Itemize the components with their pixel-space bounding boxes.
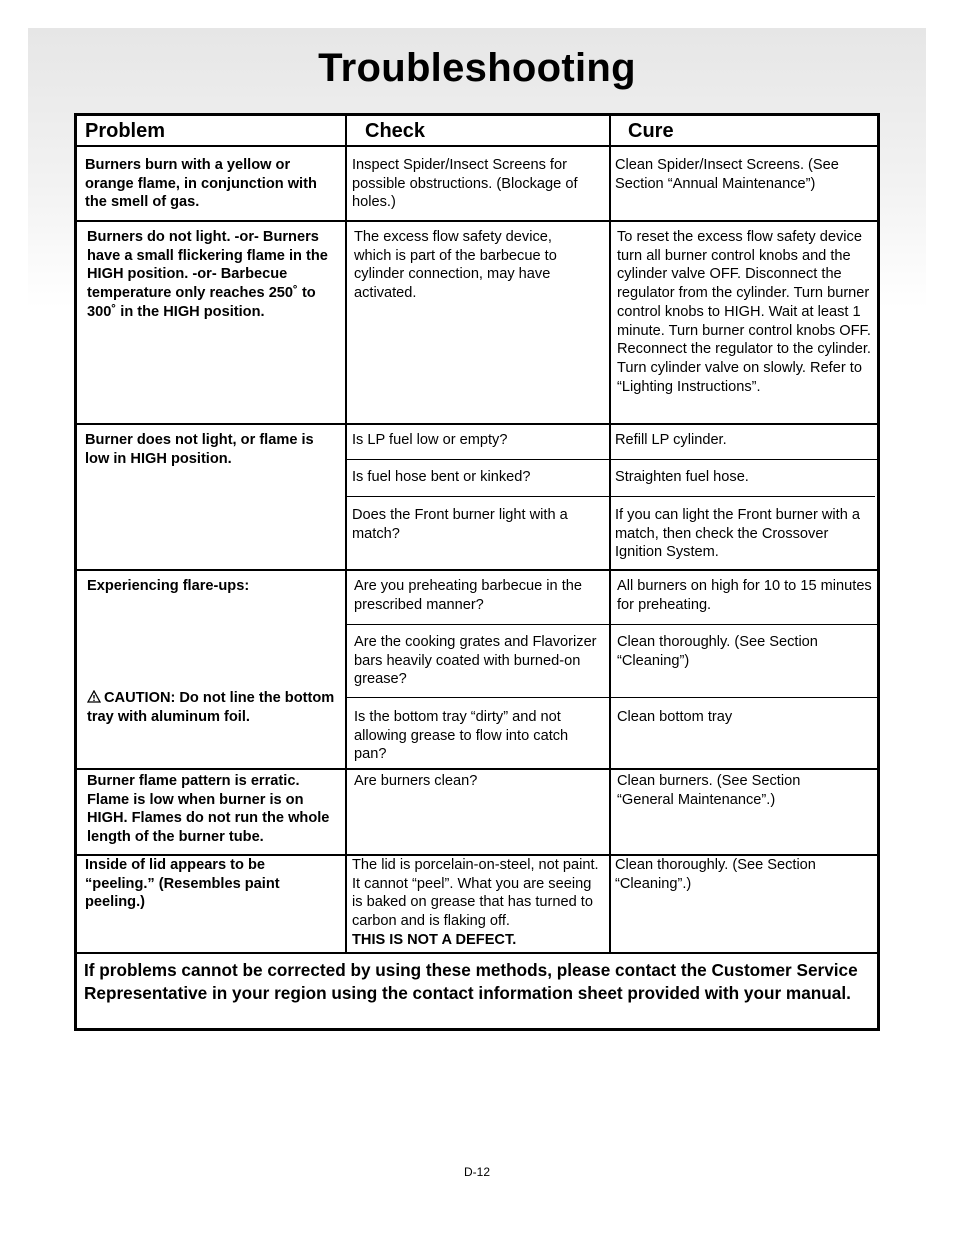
check-cell: Does the Front burner light with a match? [352, 507, 568, 542]
check-cell: Are you preheating barbecue in the prescribed manner? [354, 578, 582, 613]
page-number: D-12 [463, 1165, 490, 1179]
sub-row-divider [345, 459, 877, 460]
problem-cell: Burner flame pattern is erratic. Flame is low when burner is on HIGH. Flames do not run the whole length of the burner tube. [87, 773, 330, 846]
column-divider [609, 116, 611, 953]
contact-notice: If problems cannot be corrected by using these methods, please contact the Customer Service Representative in your region using the contact information sheet provided with your manual. [84, 960, 858, 1003]
sub-row-divider [345, 624, 877, 625]
cure-cell: Refill LP cylinder. [615, 432, 727, 448]
check-cell: Is LP fuel low or empty? [352, 432, 508, 448]
sub-row-divider [345, 697, 877, 698]
row-divider [77, 145, 877, 147]
column-header-cure: Cure [628, 120, 674, 142]
cure-cell: Clean burners. (See Section “General Maintenance”.) [617, 773, 801, 808]
check-cell: The excess flow safety device, which is part of the barbecue to cylinder connection, may have activated. [354, 229, 557, 302]
check-cell: Inspect Spider/Insect Screens for possible obstructions. (Blockage of holes.) [352, 157, 578, 211]
cure-cell: Clean bottom tray [617, 709, 733, 725]
cure-cell: Clean Spider/Insect Screens. (See Section “Annual Maintenance”) [615, 157, 839, 192]
column-divider [345, 116, 347, 953]
check-cell: Are burners clean? [354, 773, 478, 789]
caution-icon [87, 690, 101, 703]
row-divider [77, 220, 877, 222]
row-divider [77, 423, 877, 425]
check-cell: Are the cooking grates and Flavorizer bars heavily coated with burned-on grease? [354, 634, 597, 688]
problem-cell: Burners do not light. -or- Burners have a small flickering flame in the HIGH position. -or- Barbecue temperature only reaches 250˚ to 300˚ in the HIGH position. [87, 229, 328, 320]
cure-cell: Clean thoroughly. (See Section “Cleaning”.) [615, 857, 816, 892]
check-cell: Is fuel hose bent or kinked? [352, 469, 531, 485]
problem-cell: Inside of lid appears to be “peeling.” (Resembles paint peeling.) [85, 857, 280, 911]
row-divider [77, 768, 877, 770]
row-divider [77, 569, 877, 571]
page-title: Troubleshooting [318, 46, 636, 90]
column-header-problem: Problem [85, 120, 166, 142]
problem-cell: Burner does not light, or flame is low in HIGH position. [85, 432, 314, 467]
check-cell [352, 856, 604, 950]
check-text: The lid is porcelain-on-steel, not paint. It cannot “peel”. What you are seeing is baked on grease that has turned to carbon and is flaking off. [352, 857, 599, 930]
column-header-check: Check [365, 120, 426, 142]
cure-cell: All burners on high for 10 to 15 minutes for preheating. [617, 578, 872, 613]
cure-cell: Clean thoroughly. (See Section “Cleaning”) [617, 634, 818, 669]
cure-cell: To reset the excess flow safety device turn all burner control knobs and the cylinder valve OFF. Disconnect the regulator from the cylinder. Turn burner control knobs to HIGH. Wait at least 1 minute. Turn burner control knobs OFF. Reconnect the regulator to the cylinder. Turn cylinder valve on slowly. Refer to “Lighting Instructions”. [617, 229, 871, 395]
caution-note [87, 689, 339, 726]
problem-cell: Burners burn with a yellow or orange flame, in conjunction with the smell of gas. [85, 157, 317, 211]
caution-text: CAUTION: Do not line the bottom tray with aluminum foil. [87, 690, 335, 725]
check-cell: Is the bottom tray “dirty” and not allowing grease to flow into catch pan? [354, 709, 569, 763]
troubleshooting-table [74, 113, 880, 1031]
sub-row-divider [345, 496, 875, 497]
not-a-defect-note: THIS IS NOT A DEFECT. [352, 931, 517, 948]
cure-cell: Straighten fuel hose. [615, 469, 749, 485]
cure-cell: If you can light the Front burner with a match, then check the Crossover Ignition System. [615, 507, 860, 561]
row-divider [77, 952, 877, 954]
problem-cell: Experiencing flare-ups: [87, 578, 250, 594]
